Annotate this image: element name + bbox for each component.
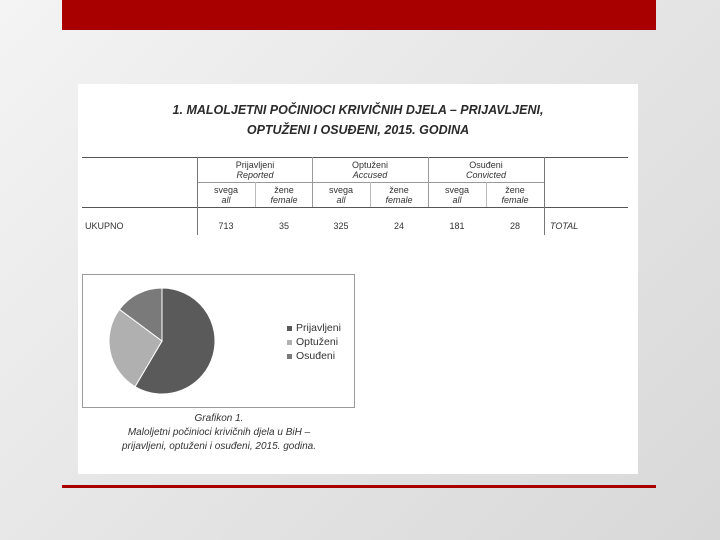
subheader-female-3-en: female [501, 195, 529, 205]
group-header-accused: Optuženi [351, 160, 389, 170]
subheader-all-1-en: all [221, 195, 231, 205]
caption-line-1: Grafikon 1. [194, 413, 244, 424]
title-line-1: 1. MALOLJETNI POČINIOCI KRIVIČNIH DJELA – PRIJAVLJENI, [172, 103, 544, 117]
subheader-female-1: žene [274, 185, 294, 195]
legend-label-prijavljeni: Prijavljeni [296, 322, 341, 334]
cell-reported-female: 35 [278, 221, 290, 231]
statistics-table [82, 157, 628, 235]
group-header-reported-en: Reported [236, 170, 274, 180]
pie-chart [83, 275, 283, 407]
bottom-accent-line [62, 485, 656, 488]
group-header-convicted: Osuđeni [469, 160, 503, 170]
legend-swatch-optuzeni [287, 340, 292, 345]
row-label: UKUPNO [85, 221, 124, 231]
title-line-2: OPTUŽENI I OSUĐENI, 2015. GODINA [246, 123, 470, 137]
row-label-en: TOTAL [550, 221, 579, 231]
chart-caption [78, 412, 360, 454]
subheader-all-2: svega [328, 185, 354, 195]
legend-swatch-osudeni [287, 354, 292, 359]
subheader-female-1-en: female [270, 195, 298, 205]
pie-chart-box [82, 274, 355, 408]
group-header-reported: Prijavljeni [235, 160, 275, 170]
legend-item-optuzeni [287, 335, 341, 349]
top-accent-bar [62, 0, 656, 30]
legend-swatch-prijavljeni [287, 326, 292, 331]
cell-accused-female: 24 [393, 221, 405, 231]
subheader-all-3-en: all [452, 195, 462, 205]
legend-label-osudeni: Osuđeni [296, 350, 336, 362]
legend-label-optuzeni: Optuženi [296, 336, 339, 348]
subheader-female-2-en: female [385, 195, 413, 205]
subheader-female-2: žene [389, 185, 409, 195]
cell-reported-all: 713 [218, 221, 234, 231]
legend-item-prijavljeni [287, 321, 341, 335]
caption-line-3: prijavljeni, optuženi i osuđeni, 2015. godina. [121, 441, 317, 452]
group-header-accused-en: Accused [352, 170, 388, 180]
document-title [78, 100, 638, 140]
subheader-all-2-en: all [336, 195, 346, 205]
subheader-female-3: žene [505, 185, 525, 195]
subheader-all-1: svega [213, 185, 239, 195]
cell-convicted-female: 28 [509, 221, 521, 231]
cell-accused-all: 325 [333, 221, 349, 231]
cell-convicted-all: 181 [449, 221, 465, 231]
group-header-convicted-en: Convicted [465, 170, 507, 180]
document-image [78, 84, 638, 474]
legend-item-osudeni [287, 349, 341, 363]
chart-legend [287, 321, 341, 363]
subheader-all-3: svega [444, 185, 470, 195]
caption-line-2: Maloljetni počinioci krivičnih djela u BiH – [127, 427, 311, 438]
